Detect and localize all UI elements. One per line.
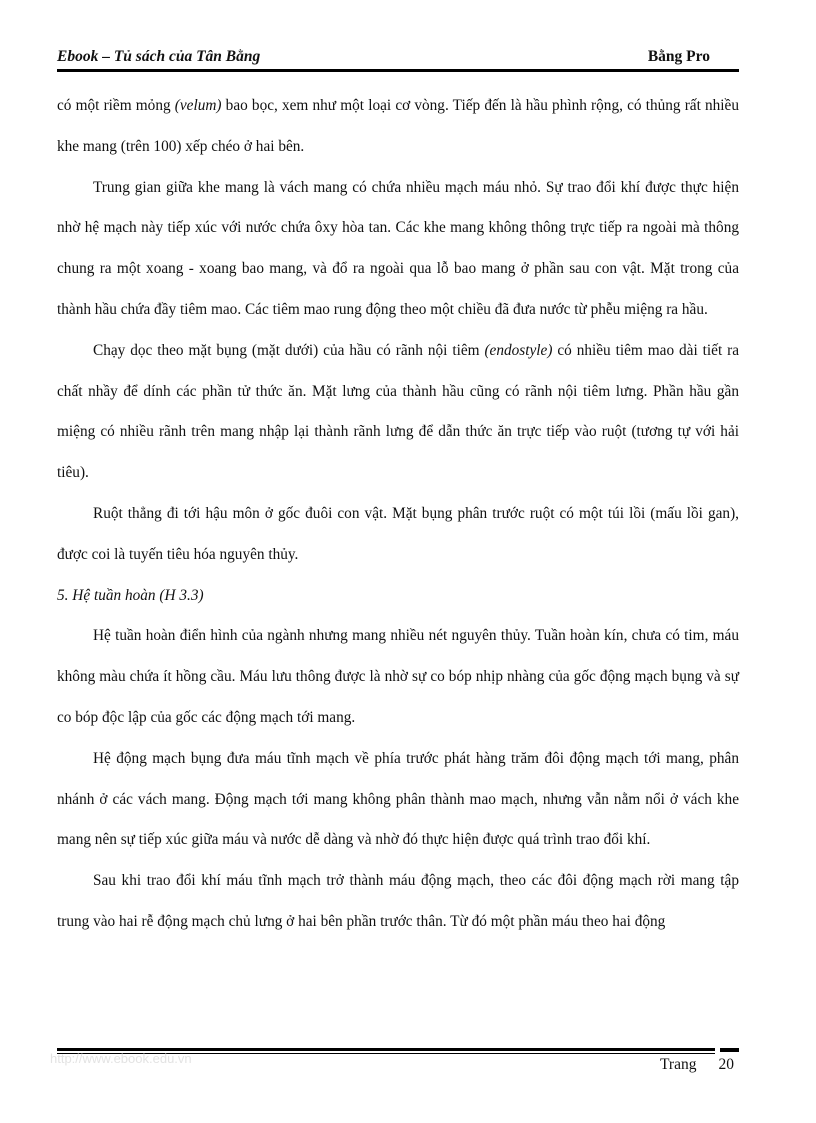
page-body	[57, 86, 739, 943]
paragraph-ventral-aorta: Hệ động mạch bụng đưa máu tĩnh mạch về phía trước phát hàng trăm đôi động mạch tới mang, phân nhánh ở các vách mang. Động mạch tới mang không phân thành mao mạch, nhưng vẫn nằm nổi ở vách khe mang nên sự tiếp xúc giữa máu và nước dễ dàng và nhờ đó thực hiện được quá trình trao đổi khí.	[57, 749, 739, 849]
header-divider	[57, 69, 739, 72]
page-header	[57, 48, 739, 68]
term-endostyle: (endostyle)	[484, 341, 553, 359]
paragraph-velum: có một riềm mỏng (velum) bao bọc, xem như một loại cơ vòng. Tiếp đến là hầu phình rộng, có thủng rất nhiều khe mang (trên 100) xếp chéo ở hai bên.	[57, 97, 739, 155]
page-number: 20	[718, 1056, 734, 1073]
paragraph-circulatory-intro: Hệ tuần hoàn điển hình của ngành nhưng mang nhiều nét nguyên thủy. Tuần hoàn kín, chưa có tim, máu không màu chứa ít hồng cầu. Máu lưu thông được là nhờ sự co bóp nhịp nhàng của gốc động mạch bụng và sự co bóp độc lập của gốc các động mạch tới mang.	[57, 627, 739, 726]
paragraph-gill-septa: Trung gian giữa khe mang là vách mang có chứa nhiều mạch máu nhỏ. Sự trao đổi khí được thực hiện nhờ hệ mạch này tiếp xúc với nước chứa ôxy hòa tan. Các khe mang không thông trực tiếp ra ngoài mà thông chung ra một xoang - xoang bao mang, và đổ ra ngoài qua lỗ bao mang ở phần sau con vật. Mặt trong của thành hầu chứa đầy tiêm mao. Các tiêm mao rung động theo một chiều đã đưa nước từ phễu miệng ra hầu.	[57, 178, 739, 318]
page-label: Trang	[660, 1056, 697, 1073]
page-number-block	[660, 1056, 734, 1074]
paragraph-dorsal-aorta: Sau khi trao đổi khí máu tĩnh mạch trở thành máu động mạch, theo các đôi động mạch rời mang tập trung vào hai rễ động mạch chủ lưng ở hai bên phần trước thân. Từ đó một phần máu theo hai động	[57, 872, 739, 930]
paragraph-endostyle: Chạy dọc theo mặt bụng (mặt dưới) của hầu có rãnh nội tiêm (endostyle) có nhiều tiêm mao dài tiết ra chất nhầy để dính các phần tử thức ăn. Mặt lưng của thành hầu cũng có rãnh nội tiêm lưng. Phần hầu gần miệng có nhiều rãnh trên mang nhập lại thành rãnh lưng để dẫn thức ăn trực tiếp vào ruột (tương tự với hải tiêu).	[57, 341, 740, 482]
footer-divider-end	[720, 1048, 739, 1052]
section-heading-circulatory: 5. Hệ tuần hoàn (H 3.3)	[57, 586, 204, 604]
paragraph-intestine: Ruột thẳng đi tới hậu môn ở gốc đuôi con vật. Mặt bụng phân trước ruột có một túi lồi (mấu lồi gan), được coi là tuyến tiêu hóa nguyên thủy.	[57, 504, 739, 563]
ebook-title: Ebook – Tủ sách của Tân Bằng	[57, 48, 261, 65]
watermark-url: http://www.ebook.edu.vn	[50, 1051, 192, 1066]
term-velum: (velum)	[174, 97, 222, 114]
author-name: Bằng Pro	[647, 48, 710, 65]
